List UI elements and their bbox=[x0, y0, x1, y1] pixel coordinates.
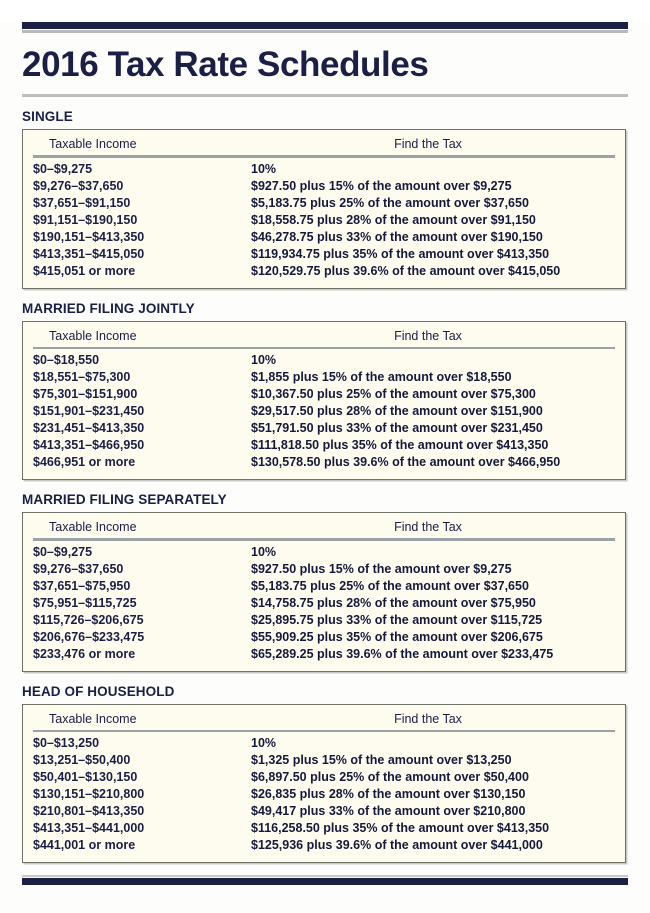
cell-find-the-tax: $14,758.75 plus 28% of the amount over $75,950 bbox=[251, 595, 536, 610]
filing-status-section bbox=[22, 684, 628, 864]
table-row bbox=[33, 544, 615, 561]
table-row bbox=[33, 786, 615, 803]
tax-rate-table bbox=[22, 704, 626, 864]
cell-find-the-tax: $927.50 plus 15% of the amount over $9,275 bbox=[251, 178, 512, 193]
table-row bbox=[33, 578, 615, 595]
cell-taxable-income: $0–$18,550 bbox=[33, 353, 100, 368]
cell-taxable-income: $115,726–$206,675 bbox=[33, 612, 144, 627]
table-row bbox=[33, 629, 615, 646]
column-header-find-the-tax: Find the Tax bbox=[394, 711, 462, 726]
page-title: 2016 Tax Rate Schedules bbox=[22, 45, 429, 84]
table-row bbox=[33, 735, 615, 752]
table-row bbox=[33, 386, 615, 403]
cell-taxable-income: $0–$9,275 bbox=[33, 161, 93, 176]
cell-taxable-income: $0–$13,250 bbox=[33, 736, 100, 751]
column-header-taxable-income: Taxable Income bbox=[49, 520, 137, 535]
table-header-row bbox=[33, 137, 615, 155]
top-rule-thin-bar bbox=[22, 30, 628, 33]
column-header-find-the-tax: Find the Tax bbox=[394, 520, 462, 535]
table-header-rule bbox=[33, 730, 615, 733]
top-rule-thick-bar bbox=[22, 22, 628, 29]
tax-schedule-page bbox=[0, 22, 650, 913]
section-heading: MARRIED FILING SEPARATELY bbox=[22, 492, 227, 508]
bottom-double-rule bbox=[22, 875, 628, 885]
table-row bbox=[33, 437, 615, 454]
cell-find-the-tax: $116,258.50 plus 35% of the amount over $413,350 bbox=[251, 821, 550, 836]
bottom-rule-thin-bar bbox=[22, 875, 628, 877]
cell-find-the-tax: $51,791.50 plus 33% of the amount over $231,450 bbox=[251, 421, 543, 436]
section-heading: MARRIED FILING JOINTLY bbox=[22, 300, 195, 316]
cell-taxable-income: $75,951–$115,725 bbox=[33, 595, 137, 610]
cell-find-the-tax: $10,367.50 plus 25% of the amount over $75,300 bbox=[251, 387, 536, 402]
cell-find-the-tax: $927.50 plus 15% of the amount over $9,275 bbox=[251, 561, 512, 576]
cell-find-the-tax: $29,517.50 plus 28% of the amount over $151,900 bbox=[251, 404, 543, 419]
table-row bbox=[33, 454, 615, 471]
column-header-find-the-tax: Find the Tax bbox=[394, 137, 462, 152]
filing-status-section bbox=[22, 109, 628, 289]
table-row bbox=[33, 646, 615, 663]
table-row bbox=[33, 178, 615, 195]
cell-find-the-tax: $55,909.25 plus 35% of the amount over $206,675 bbox=[251, 629, 543, 644]
cell-taxable-income: $231,451–$413,350 bbox=[33, 421, 145, 436]
cell-find-the-tax: 10% bbox=[251, 736, 277, 751]
section-heading: HEAD OF HOUSEHOLD bbox=[22, 683, 175, 699]
cell-find-the-tax: $119,934.75 plus 35% of the amount over $413,350 bbox=[251, 246, 550, 261]
section-heading: SINGLE bbox=[22, 109, 73, 125]
table-row bbox=[33, 595, 615, 612]
column-header-taxable-income: Taxable Income bbox=[49, 137, 137, 152]
cell-taxable-income: $13,251–$50,400 bbox=[33, 753, 131, 768]
table-row bbox=[33, 229, 615, 246]
cell-taxable-income: $0–$9,275 bbox=[33, 544, 93, 559]
table-row bbox=[33, 195, 615, 212]
column-header-find-the-tax: Find the Tax bbox=[394, 328, 462, 343]
cell-find-the-tax: $1,855 plus 15% of the amount over $18,550 bbox=[251, 370, 512, 385]
table-row bbox=[33, 403, 615, 420]
cell-find-the-tax: 10% bbox=[251, 353, 277, 368]
cell-find-the-tax: $5,183.75 plus 25% of the amount over $37,650 bbox=[251, 195, 529, 210]
cell-taxable-income: $130,151–$210,800 bbox=[33, 787, 145, 802]
cell-find-the-tax: $111,818.50 plus 35% of the amount over $413,350 bbox=[251, 438, 549, 453]
cell-taxable-income: $37,651–$91,150 bbox=[33, 195, 131, 210]
table-row bbox=[33, 769, 615, 786]
cell-taxable-income: $210,801–$413,350 bbox=[33, 804, 145, 819]
cell-find-the-tax: $46,278.75 plus 33% of the amount over $190,150 bbox=[251, 229, 543, 244]
table-header-rule bbox=[33, 538, 615, 541]
table-header-row bbox=[33, 520, 615, 538]
tax-rate-table bbox=[22, 512, 626, 672]
cell-taxable-income: $413,351–$441,000 bbox=[33, 821, 145, 836]
table-row bbox=[33, 420, 615, 437]
table-row bbox=[33, 352, 615, 369]
table-header-row bbox=[33, 329, 615, 347]
table-row bbox=[33, 263, 615, 280]
table-row bbox=[33, 820, 615, 837]
cell-find-the-tax: $26,835 plus 28% of the amount over $130,150 bbox=[251, 787, 526, 802]
table-row bbox=[33, 246, 615, 263]
table-row bbox=[33, 161, 615, 178]
table-header-rule bbox=[33, 155, 615, 158]
filing-status-section bbox=[22, 301, 628, 481]
top-double-rule bbox=[22, 22, 628, 33]
cell-find-the-tax: $1,325 plus 15% of the amount over $13,250 bbox=[251, 753, 512, 768]
cell-taxable-income: $413,351–$415,050 bbox=[33, 246, 145, 261]
cell-find-the-tax: $125,936 plus 39.6% of the amount over $441,000 bbox=[251, 838, 543, 853]
filing-status-section bbox=[22, 492, 628, 672]
cell-taxable-income: $50,401–$130,150 bbox=[33, 770, 138, 785]
table-row bbox=[33, 369, 615, 386]
cell-taxable-income: $9,276–$37,650 bbox=[33, 178, 124, 193]
cell-taxable-income: $151,901–$231,450 bbox=[33, 404, 145, 419]
cell-taxable-income: $233,476 or more bbox=[33, 646, 136, 661]
table-row bbox=[33, 612, 615, 629]
tax-rate-table bbox=[22, 321, 626, 481]
cell-taxable-income: $190,151–$413,350 bbox=[33, 229, 145, 244]
cell-taxable-income: $75,301–$151,900 bbox=[33, 387, 138, 402]
column-header-taxable-income: Taxable Income bbox=[49, 328, 137, 343]
sections-container bbox=[22, 109, 628, 863]
cell-find-the-tax: $120,529.75 plus 39.6% of the amount over $415,050 bbox=[251, 263, 561, 278]
cell-taxable-income: $441,001 or more bbox=[33, 838, 136, 853]
bottom-rule-thick-bar bbox=[22, 878, 628, 885]
column-header-taxable-income: Taxable Income bbox=[49, 711, 137, 726]
table-header-row bbox=[33, 712, 615, 730]
cell-find-the-tax: $6,897.50 plus 25% of the amount over $50,400 bbox=[251, 770, 529, 785]
tax-rate-table bbox=[22, 129, 626, 289]
cell-taxable-income: $37,651–$75,950 bbox=[33, 578, 131, 593]
table-row bbox=[33, 837, 615, 854]
table-header-rule bbox=[33, 347, 615, 350]
cell-taxable-income: $9,276–$37,650 bbox=[33, 561, 124, 576]
table-row bbox=[33, 212, 615, 229]
table-row bbox=[33, 752, 615, 769]
cell-taxable-income: $415,051 or more bbox=[33, 263, 136, 278]
cell-find-the-tax: 10% bbox=[251, 544, 277, 559]
cell-taxable-income: $466,951 or more bbox=[33, 455, 136, 470]
cell-taxable-income: $91,151–$190,150 bbox=[33, 212, 138, 227]
cell-find-the-tax: 10% bbox=[251, 161, 277, 176]
cell-find-the-tax: $5,183.75 plus 25% of the amount over $37,650 bbox=[251, 578, 529, 593]
cell-find-the-tax: $130,578.50 plus 39.6% of the amount over $466,950 bbox=[251, 455, 561, 470]
cell-find-the-tax: $65,289.25 plus 39.6% of the amount over $233,475 bbox=[251, 646, 554, 661]
cell-find-the-tax: $18,558.75 plus 28% of the amount over $91,150 bbox=[251, 212, 536, 227]
cell-taxable-income: $18,551–$75,300 bbox=[33, 370, 131, 385]
cell-taxable-income: $413,351–$466,950 bbox=[33, 438, 145, 453]
table-row bbox=[33, 561, 615, 578]
cell-find-the-tax: $49,417 plus 33% of the amount over $210,800 bbox=[251, 804, 526, 819]
cell-taxable-income: $206,676–$233,475 bbox=[33, 629, 145, 644]
table-row bbox=[33, 803, 615, 820]
title-underline-rule bbox=[22, 94, 628, 97]
cell-find-the-tax: $25,895.75 plus 33% of the amount over $115,725 bbox=[251, 612, 543, 627]
